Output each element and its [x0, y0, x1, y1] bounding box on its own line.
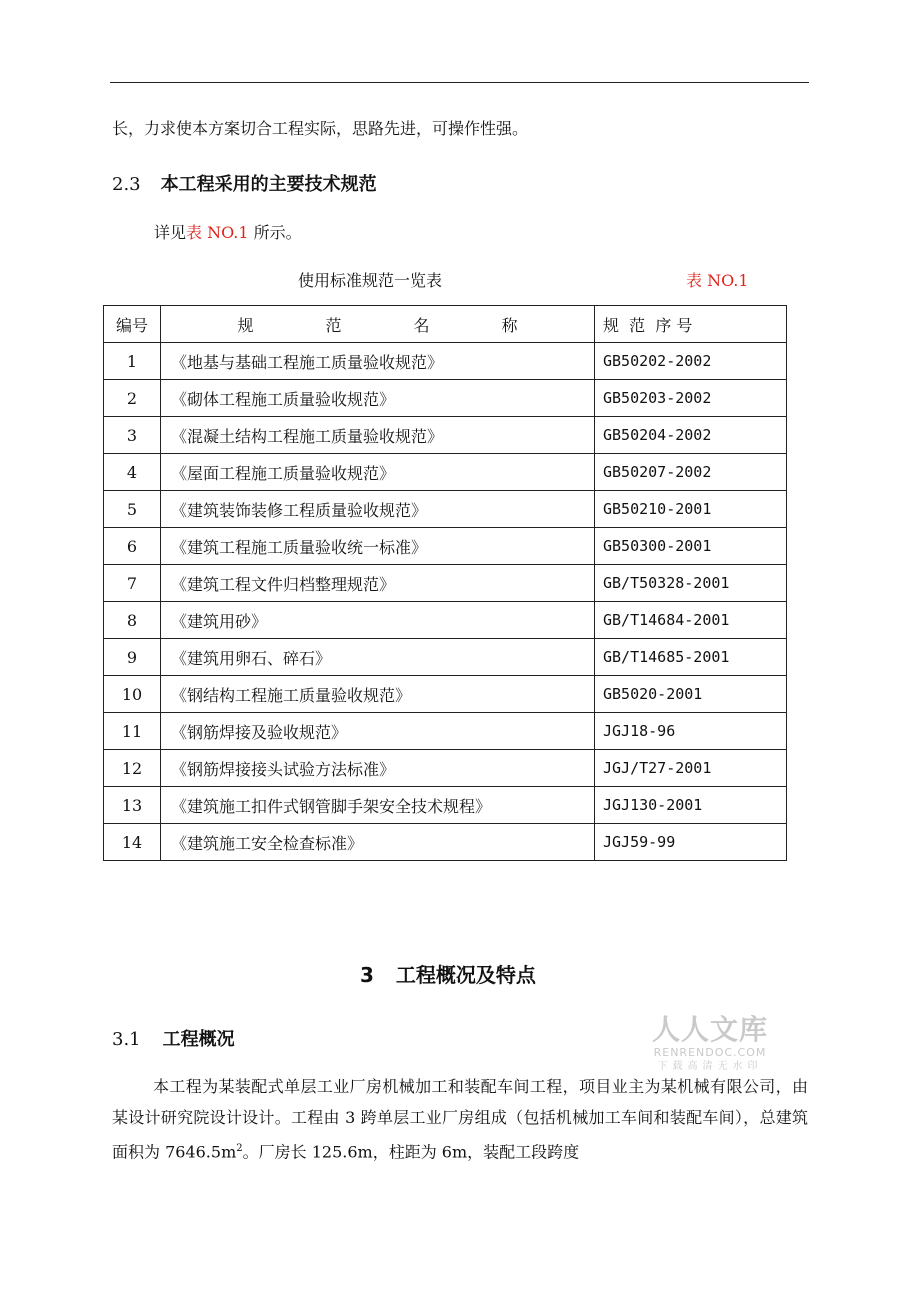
table-row [104, 528, 787, 565]
section-3-1-paragraph [112, 1071, 808, 1167]
section-title: 本工程采用的主要技术规范 [160, 174, 377, 195]
table-row [104, 713, 787, 750]
table-row [104, 824, 787, 861]
row-name: 《屋面工程施工质量验收规范》 [161, 454, 595, 491]
row-number: 1 [104, 343, 161, 380]
table-row [104, 602, 787, 639]
row-name: 《建筑装饰装修工程质量验收规范》 [161, 491, 595, 528]
row-code: JGJ130-2001 [595, 787, 787, 824]
paragraph-text: 本工程为某装配式单层工业厂房机械加工和装配车间工程，项目业主为某机械有限公司，由某设计研究院设计设计。工程由 3 跨单层工业厂房组成（包括机械加工车间和装配车间），总建筑面积为 7646.5m [112, 1077, 808, 1162]
table-row [104, 676, 787, 713]
header-no: 编号 [104, 306, 161, 343]
row-name: 《地基与基础工程施工质量验收规范》 [161, 343, 595, 380]
row-name: 《建筑用卵石、碎石》 [161, 639, 595, 676]
row-name: 《钢筋焊接及验收规范》 [161, 713, 595, 750]
watermark [640, 1014, 780, 1074]
row-code: GB/T50328-2001 [595, 565, 787, 602]
row-code: GB50210-2001 [595, 491, 787, 528]
table-row [104, 417, 787, 454]
row-name: 《建筑施工扣件式钢管脚手架安全技术规程》 [161, 787, 595, 824]
row-code: GB50204-2002 [595, 417, 787, 454]
table-row [104, 639, 787, 676]
row-number: 3 [104, 417, 161, 454]
row-number: 10 [104, 676, 161, 713]
table-row [104, 454, 787, 491]
header-name-char: 规 [237, 315, 254, 335]
section-2-3-heading [112, 170, 377, 196]
table-reference [154, 223, 302, 243]
section-title: 工程概况 [162, 1029, 235, 1050]
chapter-title: 工程概况及特点 [395, 963, 536, 987]
row-number: 5 [104, 491, 161, 528]
standards-table [103, 305, 787, 861]
section-3-1-heading [112, 1025, 235, 1051]
row-number: 14 [104, 824, 161, 861]
row-number: 8 [104, 602, 161, 639]
table-caption: 使用标准规范一览表 [298, 271, 443, 290]
row-number: 12 [104, 750, 161, 787]
row-code: GB50202-2002 [595, 343, 787, 380]
row-name: 《钢结构工程施工质量验收规范》 [161, 676, 595, 713]
row-code: GB50203-2002 [595, 380, 787, 417]
table-row [104, 343, 787, 380]
table-row [104, 491, 787, 528]
table-row [104, 750, 787, 787]
row-name: 《建筑工程文件归档整理规范》 [161, 565, 595, 602]
chapter-number: 3 [360, 963, 374, 987]
header-rule [110, 82, 809, 83]
header-name-char: 范 [325, 315, 342, 335]
row-number: 6 [104, 528, 161, 565]
row-code: GB/T14684-2001 [595, 602, 787, 639]
intro-line: 长，力求使本方案切合工程实际，思路先进，可操作性强。 [112, 119, 529, 138]
watermark-site: RENRENDOC.COM [653, 1046, 767, 1059]
header-name-char: 名 [413, 315, 430, 335]
table-header-row [104, 306, 787, 343]
watermark-subtitle: 下载高清无水印 [657, 1061, 763, 1072]
row-code: GB/T14685-2001 [595, 639, 787, 676]
table-row [104, 787, 787, 824]
row-number: 11 [104, 713, 161, 750]
row-code: JGJ59-99 [595, 824, 787, 861]
row-code: JGJ/T27-2001 [595, 750, 787, 787]
header-name [161, 306, 595, 343]
row-name: 《钢筋焊接接头试验方法标准》 [161, 750, 595, 787]
row-number: 9 [104, 639, 161, 676]
row-code: JGJ18-96 [595, 713, 787, 750]
unit-superscript: 2 [236, 1143, 243, 1154]
row-code: GB50300-2001 [595, 528, 787, 565]
ref-table-link[interactable]: 表 NO.1 [186, 223, 249, 242]
table-row [104, 565, 787, 602]
ref-prefix: 详见 [154, 223, 187, 242]
chapter-3-heading [360, 959, 536, 988]
row-name: 《建筑用砂》 [161, 602, 595, 639]
table-row [104, 380, 787, 417]
row-code: GB5020-2001 [595, 676, 787, 713]
header-name-char: 称 [501, 315, 518, 335]
row-number: 7 [104, 565, 161, 602]
row-code: GB50207-2002 [595, 454, 787, 491]
paragraph-text-cont: 。厂房长 125.6m，柱距为 6m，装配工段跨度 [242, 1142, 580, 1162]
row-number: 4 [104, 454, 161, 491]
header-code: 规 范 序 号 [595, 306, 787, 343]
row-name: 《混凝土结构工程施工质量验收规范》 [161, 417, 595, 454]
table-label: 表 NO.1 [686, 271, 749, 290]
watermark-title: 人人文库 [651, 1013, 768, 1046]
section-number: 3.1 [112, 1029, 141, 1050]
row-name: 《建筑工程施工质量验收统一标准》 [161, 528, 595, 565]
ref-suffix: 所示。 [253, 223, 302, 242]
row-number: 2 [104, 380, 161, 417]
row-number: 13 [104, 787, 161, 824]
row-name: 《建筑施工安全检查标准》 [161, 824, 595, 861]
section-number: 2.3 [112, 174, 141, 195]
row-name: 《砌体工程施工质量验收规范》 [161, 380, 595, 417]
